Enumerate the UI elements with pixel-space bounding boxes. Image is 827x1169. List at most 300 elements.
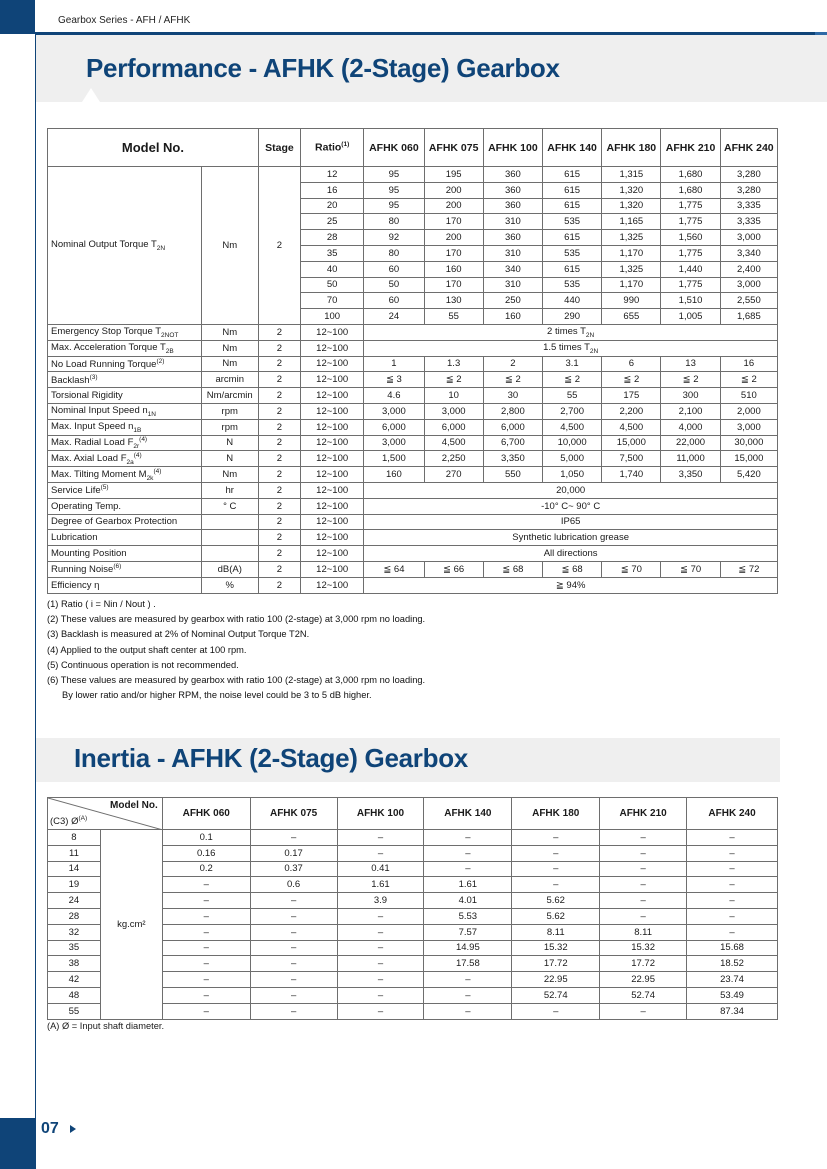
value-cell: – xyxy=(337,972,424,988)
span-value-cell: -10° C~ 90° C xyxy=(364,498,778,514)
value-cell: 3,000 xyxy=(720,230,777,246)
ratio-cell: 70 xyxy=(301,293,364,309)
inertia-table xyxy=(47,797,778,1020)
ratio-cell: 12~100 xyxy=(301,419,364,435)
value-cell: 270 xyxy=(424,467,483,483)
value-cell: – xyxy=(600,861,687,877)
table-row xyxy=(48,356,778,372)
value-cell: 2 xyxy=(483,356,542,372)
diameter-cell: 48 xyxy=(48,987,101,1003)
value-cell: 60 xyxy=(364,261,424,277)
value-cell: 3,000 xyxy=(364,435,424,451)
value-cell: 15.68 xyxy=(687,940,778,956)
value-cell: – xyxy=(424,861,512,877)
table-row xyxy=(48,324,778,340)
value-cell: – xyxy=(250,908,337,924)
value-cell: 1,560 xyxy=(661,230,720,246)
ratio-cell: 12~100 xyxy=(301,403,364,419)
value-cell: 535 xyxy=(542,245,601,261)
value-cell: – xyxy=(600,908,687,924)
unit-cell: Nm xyxy=(201,467,258,483)
value-cell: 2,800 xyxy=(483,403,542,419)
value-cell: – xyxy=(337,1003,424,1019)
value-cell: – xyxy=(250,1003,337,1019)
value-cell: – xyxy=(337,987,424,1003)
value-cell: 3,280 xyxy=(720,182,777,198)
value-cell: 52.74 xyxy=(512,987,600,1003)
model-header: AFHK 210 xyxy=(661,129,720,167)
value-cell: 300 xyxy=(661,388,720,404)
value-cell: 6,000 xyxy=(364,419,424,435)
model-header: AFHK 075 xyxy=(250,798,337,830)
value-cell: – xyxy=(424,830,512,846)
ratio-cell: 40 xyxy=(301,261,364,277)
stage-cell: 2 xyxy=(258,372,300,388)
value-cell: – xyxy=(512,861,600,877)
value-cell: – xyxy=(687,845,778,861)
value-cell: 3,350 xyxy=(661,467,720,483)
next-arrow-icon xyxy=(70,1125,76,1133)
value-cell: 8.11 xyxy=(512,924,600,940)
value-cell: 18.52 xyxy=(687,956,778,972)
model-no-header: Model No. xyxy=(48,129,259,167)
value-cell: 15.32 xyxy=(600,940,687,956)
span-value-cell: ≧ 94% xyxy=(364,577,778,593)
stage-cell: 2 xyxy=(258,577,300,593)
value-cell: 4,500 xyxy=(424,435,483,451)
value-cell: 4,000 xyxy=(661,419,720,435)
value-cell: 535 xyxy=(542,277,601,293)
footnote: By lower ratio and/or higher RPM, the noise level could be 3 to 5 dB higher. xyxy=(62,690,372,701)
value-cell: 3,000 xyxy=(424,403,483,419)
value-cell: 17.58 xyxy=(424,956,512,972)
value-cell: 1,005 xyxy=(661,309,720,325)
value-cell: 170 xyxy=(424,245,483,261)
value-cell: ≦ 64 xyxy=(364,561,424,577)
value-cell: 310 xyxy=(483,245,542,261)
ratio-cell: 12~100 xyxy=(301,467,364,483)
ratio-header: Ratio$^{(1)}$ xyxy=(301,129,364,167)
stage-cell: 2 xyxy=(258,546,300,562)
row-label: Max. Acceleration Torque $T_{2B}$ xyxy=(48,340,202,356)
ratio-cell: 28 xyxy=(301,230,364,246)
value-cell: 160 xyxy=(424,261,483,277)
value-cell: ≦ 68 xyxy=(483,561,542,577)
value-cell: 23.74 xyxy=(687,972,778,988)
value-cell: – xyxy=(687,877,778,893)
value-cell: 340 xyxy=(483,261,542,277)
value-cell: 30 xyxy=(483,388,542,404)
row-label: Degree of Gearbox Protection xyxy=(48,514,202,530)
value-cell: 3,340 xyxy=(720,245,777,261)
span-value-cell: 1.5 times $T_{2N}$ xyxy=(364,340,778,356)
value-cell: – xyxy=(512,1003,600,1019)
value-cell: 22.95 xyxy=(600,972,687,988)
value-cell: 1,170 xyxy=(602,277,661,293)
value-cell: 1.61 xyxy=(337,877,424,893)
unit-cell: N xyxy=(201,451,258,467)
value-cell: 160 xyxy=(364,467,424,483)
value-cell: – xyxy=(600,1003,687,1019)
value-cell: ≦ 70 xyxy=(602,561,661,577)
ratio-cell: 12~100 xyxy=(301,372,364,388)
value-cell: 2,100 xyxy=(661,403,720,419)
value-cell: 6,000 xyxy=(424,419,483,435)
value-cell: – xyxy=(162,940,250,956)
value-cell: ≦ 2 xyxy=(483,372,542,388)
model-header: AFHK 075 xyxy=(424,129,483,167)
value-cell: – xyxy=(600,877,687,893)
value-cell: 15,000 xyxy=(602,435,661,451)
ratio-cell: 12~100 xyxy=(301,324,364,340)
value-cell: 200 xyxy=(424,230,483,246)
stage-cell: 2 xyxy=(258,530,300,546)
unit-cell: Nm xyxy=(201,324,258,340)
value-cell: 290 xyxy=(542,309,601,325)
value-cell: 80 xyxy=(364,245,424,261)
stage-cell: 2 xyxy=(258,514,300,530)
value-cell: 1,440 xyxy=(661,261,720,277)
stage-cell: 2 xyxy=(258,324,300,340)
value-cell: 80 xyxy=(364,214,424,230)
value-cell: 4.6 xyxy=(364,388,424,404)
footnote: (4) Applied to the output shaft center at 100 rpm. xyxy=(47,644,247,655)
diameter-cell: 19 xyxy=(48,877,101,893)
value-cell: 1,050 xyxy=(542,467,601,483)
value-cell: 7.57 xyxy=(424,924,512,940)
value-cell: – xyxy=(250,987,337,1003)
value-cell: 3,335 xyxy=(720,214,777,230)
value-cell: ≦ 2 xyxy=(602,372,661,388)
value-cell: – xyxy=(512,845,600,861)
value-cell: 3,350 xyxy=(483,451,542,467)
span-value-cell: 2 times $T_{2N}$ xyxy=(364,324,778,340)
value-cell: – xyxy=(162,956,250,972)
row-label: Operating Temp. xyxy=(48,498,202,514)
value-cell: ≦ 3 xyxy=(364,372,424,388)
value-cell: 195 xyxy=(424,167,483,183)
value-cell: 990 xyxy=(602,293,661,309)
footnote: (1) Ratio ( i = Nin / Nout ) . xyxy=(47,599,156,609)
diameter-cell: 8 xyxy=(48,830,101,846)
value-cell: 50 xyxy=(364,277,424,293)
value-cell: 60 xyxy=(364,293,424,309)
value-cell: 1,320 xyxy=(602,198,661,214)
model-header: AFHK 060 xyxy=(162,798,250,830)
diameter-cell: 35 xyxy=(48,940,101,956)
value-cell: 7,500 xyxy=(602,451,661,467)
page-number: 07 xyxy=(41,1120,59,1137)
value-cell: 510 xyxy=(720,388,777,404)
diameter-cell: 11 xyxy=(48,845,101,861)
table-row xyxy=(48,530,778,546)
value-cell: 0.41 xyxy=(337,861,424,877)
stage-cell: 2 xyxy=(258,498,300,514)
value-cell: 87.34 xyxy=(687,1003,778,1019)
table-row xyxy=(48,561,778,577)
ratio-cell: 12 xyxy=(301,167,364,183)
footnote: (3) Backlash is measured at 2% of Nominal Output Torque T2N. xyxy=(47,629,310,640)
value-cell: 615 xyxy=(542,261,601,277)
inertia-banner xyxy=(36,738,780,782)
unit-cell: rpm xyxy=(201,419,258,435)
ratio-cell: 12~100 xyxy=(301,435,364,451)
value-cell: – xyxy=(424,987,512,1003)
value-cell: ≦ 2 xyxy=(542,372,601,388)
value-cell: 1,165 xyxy=(602,214,661,230)
banner-notch xyxy=(82,88,100,102)
table-row xyxy=(48,546,778,562)
performance-table xyxy=(47,128,778,594)
value-cell: – xyxy=(337,908,424,924)
row-label: Backlash$^{(3)}$ xyxy=(48,372,202,388)
value-cell: – xyxy=(162,987,250,1003)
value-cell: 1 xyxy=(364,356,424,372)
model-diameter-header xyxy=(48,798,163,830)
value-cell: 2,250 xyxy=(424,451,483,467)
row-label: No Load Running Torque$^{(2)}$ xyxy=(48,356,202,372)
c3-diameter-label: (C3) $Ø^{(A)}$ xyxy=(50,814,88,827)
stage-cell: 2 xyxy=(258,340,300,356)
span-value-cell: 20,000 xyxy=(364,482,778,498)
ratio-cell: 12~100 xyxy=(301,561,364,577)
ratio-cell: 12~100 xyxy=(301,498,364,514)
stage-cell: 2 xyxy=(258,356,300,372)
model-header: AFHK 240 xyxy=(720,129,777,167)
value-cell: 1.3 xyxy=(424,356,483,372)
row-label: Service Life$^{(5)}$ xyxy=(48,482,202,498)
value-cell: 655 xyxy=(602,309,661,325)
value-cell: 535 xyxy=(542,214,601,230)
value-cell: 53.49 xyxy=(687,987,778,1003)
value-cell: ≦ 66 xyxy=(424,561,483,577)
value-cell: – xyxy=(424,1003,512,1019)
ratio-cell: 20 xyxy=(301,198,364,214)
row-label: Nominal Output Torque $T_{2N}$ xyxy=(48,167,202,325)
series-header: Gearbox Series - AFH / AFHK xyxy=(58,15,191,26)
unit-cell: N xyxy=(201,435,258,451)
value-cell: 2,200 xyxy=(602,403,661,419)
value-cell: – xyxy=(687,830,778,846)
value-cell: 1,775 xyxy=(661,214,720,230)
value-cell: 17.72 xyxy=(600,956,687,972)
value-cell: 160 xyxy=(483,309,542,325)
diameter-cell: 42 xyxy=(48,972,101,988)
value-cell: 16 xyxy=(720,356,777,372)
performance-footnotes xyxy=(47,597,425,703)
value-cell: 95 xyxy=(364,182,424,198)
value-cell: 15.32 xyxy=(512,940,600,956)
value-cell: – xyxy=(337,845,424,861)
value-cell: – xyxy=(424,845,512,861)
value-cell: 1,775 xyxy=(661,198,720,214)
diameter-cell: 38 xyxy=(48,956,101,972)
value-cell: ≦ 72 xyxy=(720,561,777,577)
value-cell: – xyxy=(162,893,250,909)
table-row xyxy=(48,451,778,467)
table-row xyxy=(48,419,778,435)
value-cell: 170 xyxy=(424,214,483,230)
stage-cell: 2 xyxy=(258,561,300,577)
value-cell: 2,700 xyxy=(542,403,601,419)
row-label: Max. Input Speed $n_{1B}$ xyxy=(48,419,202,435)
value-cell: 3,335 xyxy=(720,198,777,214)
value-cell: 5.62 xyxy=(512,908,600,924)
value-cell: 615 xyxy=(542,198,601,214)
inertia-title: Inertia - AFHK (2-Stage) Gearbox xyxy=(74,743,468,773)
value-cell: 11,000 xyxy=(661,451,720,467)
table-row xyxy=(48,514,778,530)
row-label: Max. Axial Load $F_{2a}^{(4)}$ xyxy=(48,451,202,467)
value-cell: 15,000 xyxy=(720,451,777,467)
value-cell: 200 xyxy=(424,198,483,214)
value-cell: 17.72 xyxy=(512,956,600,972)
value-cell: 5,000 xyxy=(542,451,601,467)
stage-cell: 2 xyxy=(258,419,300,435)
value-cell: 4,500 xyxy=(602,419,661,435)
value-cell: 3,000 xyxy=(720,277,777,293)
footnote: (5) Continuous operation is not recommended. xyxy=(47,659,239,670)
value-cell: 1,775 xyxy=(661,245,720,261)
value-cell: 2,000 xyxy=(720,403,777,419)
value-cell: 1,325 xyxy=(602,261,661,277)
value-cell: 170 xyxy=(424,277,483,293)
ratio-cell: 12~100 xyxy=(301,514,364,530)
ratio-cell: 12~100 xyxy=(301,356,364,372)
table-row xyxy=(48,498,778,514)
value-cell: 13 xyxy=(661,356,720,372)
value-cell: 8.11 xyxy=(600,924,687,940)
table-row xyxy=(48,467,778,483)
stage-cell: 2 xyxy=(258,388,300,404)
table-row xyxy=(48,435,778,451)
value-cell: – xyxy=(162,877,250,893)
performance-header-row xyxy=(48,129,778,167)
value-cell: 5.62 xyxy=(512,893,600,909)
value-cell: 10 xyxy=(424,388,483,404)
value-cell: – xyxy=(162,908,250,924)
value-cell: – xyxy=(600,830,687,846)
unit-cell: Nm xyxy=(201,340,258,356)
value-cell: 14.95 xyxy=(424,940,512,956)
value-cell: 3,000 xyxy=(364,403,424,419)
unit-cell xyxy=(201,546,258,562)
value-cell: 24 xyxy=(364,309,424,325)
value-cell: 95 xyxy=(364,198,424,214)
value-cell: ≦ 2 xyxy=(720,372,777,388)
table-row xyxy=(48,830,778,846)
stage-header: Stage xyxy=(258,129,300,167)
value-cell: – xyxy=(162,1003,250,1019)
ratio-cell: 12~100 xyxy=(301,451,364,467)
value-cell: – xyxy=(250,830,337,846)
value-cell: 3.9 xyxy=(337,893,424,909)
value-cell: – xyxy=(687,893,778,909)
ratio-cell: 100 xyxy=(301,309,364,325)
ratio-cell: 25 xyxy=(301,214,364,230)
table-row xyxy=(48,372,778,388)
span-value-cell: Synthetic lubrication grease xyxy=(364,530,778,546)
value-cell: 55 xyxy=(542,388,601,404)
stage-cell: 2 xyxy=(258,403,300,419)
ratio-cell: 12~100 xyxy=(301,388,364,404)
table-row xyxy=(48,340,778,356)
value-cell: 550 xyxy=(483,467,542,483)
value-cell: – xyxy=(687,924,778,940)
value-cell: 6 xyxy=(602,356,661,372)
value-cell: 5,420 xyxy=(720,467,777,483)
value-cell: 92 xyxy=(364,230,424,246)
value-cell: 310 xyxy=(483,214,542,230)
value-cell: – xyxy=(337,830,424,846)
value-cell: 0.1 xyxy=(162,830,250,846)
value-cell: – xyxy=(250,972,337,988)
value-cell: 1,170 xyxy=(602,245,661,261)
value-cell: – xyxy=(250,924,337,940)
value-cell: ≦ 2 xyxy=(661,372,720,388)
value-cell: 1,500 xyxy=(364,451,424,467)
value-cell: 440 xyxy=(542,293,601,309)
value-cell: 1,740 xyxy=(602,467,661,483)
unit-cell: Nm xyxy=(201,356,258,372)
value-cell: 2,400 xyxy=(720,261,777,277)
value-cell: ≦ 2 xyxy=(424,372,483,388)
value-cell: 0.17 xyxy=(250,845,337,861)
value-cell: 1,775 xyxy=(661,277,720,293)
value-cell: 0.2 xyxy=(162,861,250,877)
value-cell: 360 xyxy=(483,167,542,183)
unit-cell: dB(A) xyxy=(201,561,258,577)
unit-cell: Nm xyxy=(201,167,258,325)
value-cell: ≦ 68 xyxy=(542,561,601,577)
value-cell: 6,700 xyxy=(483,435,542,451)
row-label: Running Noise$^{(6)}$ xyxy=(48,561,202,577)
row-label: Max. Tilting Moment $M_{2k}^{(4)}$ xyxy=(48,467,202,483)
diameter-cell: 28 xyxy=(48,908,101,924)
unit-cell: Nm/arcmin xyxy=(201,388,258,404)
value-cell: 5.53 xyxy=(424,908,512,924)
value-cell: 6,000 xyxy=(483,419,542,435)
ratio-cell: 12~100 xyxy=(301,546,364,562)
model-header: AFHK 180 xyxy=(512,798,600,830)
value-cell: 22,000 xyxy=(661,435,720,451)
ratio-cell: 12~100 xyxy=(301,577,364,593)
value-cell: – xyxy=(250,956,337,972)
value-cell: – xyxy=(162,972,250,988)
unit-cell: arcmin xyxy=(201,372,258,388)
table-row xyxy=(48,403,778,419)
diameter-cell: 14 xyxy=(48,861,101,877)
value-cell: 1,510 xyxy=(661,293,720,309)
value-cell: – xyxy=(512,877,600,893)
value-cell: – xyxy=(512,830,600,846)
model-header: AFHK 140 xyxy=(542,129,601,167)
table-row xyxy=(48,482,778,498)
model-header: AFHK 180 xyxy=(602,129,661,167)
value-cell: 360 xyxy=(483,198,542,214)
value-cell: 4,500 xyxy=(542,419,601,435)
row-label: Mounting Position xyxy=(48,546,202,562)
value-cell: 3,280 xyxy=(720,167,777,183)
value-cell: 1.61 xyxy=(424,877,512,893)
value-cell: 360 xyxy=(483,230,542,246)
row-label: Max. Radial Load $F_{2r}^{(4)}$ xyxy=(48,435,202,451)
left-margin-rule xyxy=(35,32,36,1169)
span-value-cell: All directions xyxy=(364,546,778,562)
value-cell: 615 xyxy=(542,167,601,183)
value-cell: 52.74 xyxy=(600,987,687,1003)
value-cell: – xyxy=(424,972,512,988)
